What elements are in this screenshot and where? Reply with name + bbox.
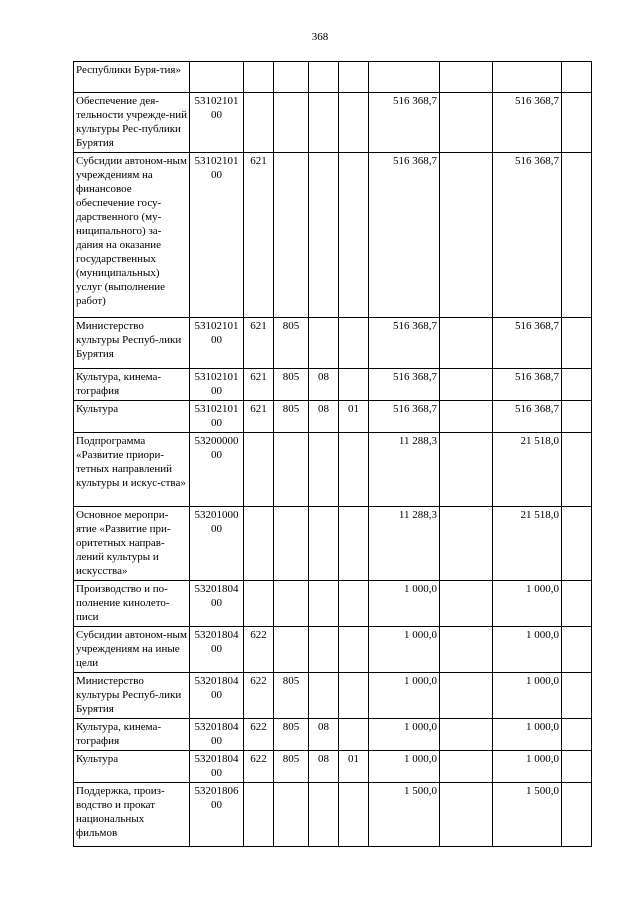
amount-cell-4: [562, 507, 592, 581]
subsection-code-cell: 01: [339, 751, 369, 783]
subsection-code-cell: 01: [339, 401, 369, 433]
amount-cell-1: 11 288,3: [369, 433, 440, 507]
expense-type-cell: [244, 93, 274, 153]
ministry-code-cell: [274, 62, 309, 93]
amount-cell-2: [440, 581, 493, 627]
subsection-code-cell: [339, 153, 369, 318]
amount-cell-3: 1 000,0: [493, 719, 562, 751]
section-code-cell: [309, 581, 339, 627]
target-article-code-part: 53102101: [194, 371, 239, 383]
target-article-code-cell: [190, 673, 244, 719]
target-article-code-cell: [190, 751, 244, 783]
table-row: [74, 62, 592, 93]
target-article-code-part: 53102101: [194, 95, 239, 107]
table-row: [74, 153, 592, 318]
amount-cell-3: 516 368,7: [493, 369, 562, 401]
amount-cell-2: [440, 433, 493, 507]
amount-cell-2: [440, 62, 493, 93]
target-article-code-part: 00: [211, 643, 222, 655]
table-row: [74, 433, 592, 507]
row-name-cell: Культура: [74, 401, 190, 433]
amount-cell-3: 516 368,7: [493, 153, 562, 318]
amount-cell-1: 1 000,0: [369, 719, 440, 751]
target-article-code-part: 53201804: [194, 583, 239, 595]
subsection-code-cell: [339, 62, 369, 93]
target-article-code-part: 00: [211, 799, 222, 811]
amount-cell-1: 516 368,7: [369, 318, 440, 369]
amount-cell-2: [440, 369, 493, 401]
ministry-code-cell: [274, 153, 309, 318]
amount-cell-4: [562, 719, 592, 751]
expense-type-cell: 622: [244, 751, 274, 783]
target-article-code-part: 53201804: [194, 629, 239, 641]
section-code-cell: [309, 783, 339, 847]
section-code-cell: [309, 153, 339, 318]
ministry-code-cell: 805: [274, 719, 309, 751]
amount-cell-1: 1 500,0: [369, 783, 440, 847]
page-number: 368: [311, 31, 329, 43]
expense-type-cell: [244, 507, 274, 581]
expense-type-cell: 622: [244, 627, 274, 673]
target-article-code-part: 53200000: [194, 435, 239, 447]
ministry-code-cell: [274, 507, 309, 581]
amount-cell-4: [562, 369, 592, 401]
target-article-code-part: 53201804: [194, 675, 239, 687]
amount-cell-1: 1 000,0: [369, 673, 440, 719]
target-article-code-cell: [190, 401, 244, 433]
table-row: [74, 719, 592, 751]
target-article-code-cell: [190, 369, 244, 401]
amount-cell-3: 1 000,0: [493, 581, 562, 627]
row-name-cell: Подпрограмма «Развитие приори-тетных направлений культуры и искус-ства»: [74, 433, 190, 507]
amount-cell-3: 1 000,0: [493, 751, 562, 783]
amount-cell-2: [440, 153, 493, 318]
target-article-code-cell: [190, 318, 244, 369]
budget-table: [73, 61, 592, 847]
amount-cell-3: 21 518,0: [493, 433, 562, 507]
ministry-code-cell: 805: [274, 318, 309, 369]
amount-cell-2: [440, 401, 493, 433]
target-article-code-cell: [190, 581, 244, 627]
target-article-code-cell: [190, 62, 244, 93]
ministry-code-cell: 805: [274, 401, 309, 433]
subsection-code-cell: [339, 318, 369, 369]
expense-type-cell: [244, 433, 274, 507]
amount-cell-1: 516 368,7: [369, 401, 440, 433]
target-article-code-part: 00: [211, 109, 222, 121]
amount-cell-2: [440, 93, 493, 153]
target-article-code-part: 00: [211, 523, 222, 535]
amount-cell-4: [562, 318, 592, 369]
row-name-cell: Производство и по-полнение кинолето-писи: [74, 581, 190, 627]
amount-cell-1: 516 368,7: [369, 153, 440, 318]
ministry-code-cell: [274, 433, 309, 507]
section-code-cell: 08: [309, 369, 339, 401]
amount-cell-3: 516 368,7: [493, 401, 562, 433]
row-name-cell: Министерство культуры Респуб-лики Бурятия: [74, 318, 190, 369]
expense-type-cell: [244, 62, 274, 93]
section-code-cell: 08: [309, 719, 339, 751]
ministry-code-cell: [274, 627, 309, 673]
amount-cell-4: [562, 751, 592, 783]
section-code-cell: [309, 433, 339, 507]
target-article-code-part: 00: [211, 767, 222, 779]
section-code-cell: [309, 673, 339, 719]
target-article-code-part: 00: [211, 385, 222, 397]
row-name-cell: Поддержка, произ-водство и прокат национальных фильмов: [74, 783, 190, 847]
amount-cell-2: [440, 783, 493, 847]
expense-type-cell: 621: [244, 153, 274, 318]
row-name-cell: Министерство культуры Респуб-лики Бурятия: [74, 673, 190, 719]
row-name-cell: Обеспечение дея-тельности учрежде-ний культуры Рес-публики Бурятия: [74, 93, 190, 153]
target-article-code-part: 00: [211, 169, 222, 181]
amount-cell-4: [562, 153, 592, 318]
amount-cell-4: [562, 93, 592, 153]
amount-cell-4: [562, 62, 592, 93]
ministry-code-cell: 805: [274, 369, 309, 401]
subsection-code-cell: [339, 433, 369, 507]
target-article-code-cell: [190, 719, 244, 751]
amount-cell-2: [440, 673, 493, 719]
amount-cell-4: [562, 581, 592, 627]
amount-cell-4: [562, 401, 592, 433]
row-name-cell: Культура: [74, 751, 190, 783]
section-code-cell: [309, 62, 339, 93]
section-code-cell: [309, 627, 339, 673]
amount-cell-2: [440, 719, 493, 751]
section-code-cell: [309, 318, 339, 369]
target-article-code-part: 53102101: [194, 320, 239, 332]
amount-cell-2: [440, 751, 493, 783]
expense-type-cell: 621: [244, 369, 274, 401]
target-article-code-part: 00: [211, 735, 222, 747]
row-name-cell: Республики Буря-тия»: [74, 62, 190, 93]
subsection-code-cell: [339, 93, 369, 153]
target-article-code-part: 53201806: [194, 785, 239, 797]
table-row: [74, 751, 592, 783]
table-body: [74, 62, 592, 847]
ministry-code-cell: 805: [274, 751, 309, 783]
amount-cell-2: [440, 627, 493, 673]
target-article-code-part: 53102101: [194, 403, 239, 415]
amount-cell-3: 516 368,7: [493, 93, 562, 153]
target-article-code-part: 53201804: [194, 753, 239, 765]
amount-cell-4: [562, 783, 592, 847]
amount-cell-3: 1 000,0: [493, 673, 562, 719]
amount-cell-1: 516 368,7: [369, 93, 440, 153]
amount-cell-4: [562, 433, 592, 507]
subsection-code-cell: [339, 719, 369, 751]
amount-cell-4: [562, 673, 592, 719]
row-name-cell: Культура, кинема-тография: [74, 369, 190, 401]
ministry-code-cell: [274, 783, 309, 847]
subsection-code-cell: [339, 581, 369, 627]
ministry-code-cell: [274, 93, 309, 153]
row-name-cell: Субсидии автоном-ным учреждениям на иные цели: [74, 627, 190, 673]
target-article-code-part: 00: [211, 334, 222, 346]
table-row: [74, 93, 592, 153]
target-article-code-part: 53102101: [194, 155, 239, 167]
amount-cell-1: 11 288,3: [369, 507, 440, 581]
expense-type-cell: [244, 581, 274, 627]
expense-type-cell: 622: [244, 719, 274, 751]
target-article-code-cell: [190, 507, 244, 581]
target-article-code-cell: [190, 627, 244, 673]
target-article-code-cell: [190, 93, 244, 153]
target-article-code-part: 00: [211, 689, 222, 701]
amount-cell-1: 1 000,0: [369, 581, 440, 627]
section-code-cell: 08: [309, 751, 339, 783]
target-article-code-part: 00: [211, 449, 222, 461]
target-article-code-part: 00: [211, 417, 222, 429]
amount-cell-2: [440, 318, 493, 369]
row-name-cell: Культура, кинема-тография: [74, 719, 190, 751]
row-name-cell: Субсидии автоном-ным учреждениям на финансовое обеспечение госу-дарственного (му-ниципального) за-дания на оказание государственных (муниципальных) услуг (выполнение работ): [74, 153, 190, 318]
amount-cell-3: 1 000,0: [493, 627, 562, 673]
table-row: [74, 369, 592, 401]
section-code-cell: 08: [309, 401, 339, 433]
amount-cell-3: 516 368,7: [493, 318, 562, 369]
section-code-cell: [309, 93, 339, 153]
table-row: [74, 401, 592, 433]
amount-cell-4: [562, 627, 592, 673]
amount-cell-1: [369, 62, 440, 93]
table-row: [74, 507, 592, 581]
amount-cell-1: 1 000,0: [369, 751, 440, 783]
table-row: [74, 581, 592, 627]
subsection-code-cell: [339, 627, 369, 673]
subsection-code-cell: [339, 369, 369, 401]
target-article-code-part: 53201000: [194, 509, 239, 521]
amount-cell-3: 21 518,0: [493, 507, 562, 581]
table-row: [74, 318, 592, 369]
table-row: [74, 673, 592, 719]
expense-type-cell: 621: [244, 318, 274, 369]
expense-type-cell: 622: [244, 673, 274, 719]
amount-cell-3: 1 500,0: [493, 783, 562, 847]
section-code-cell: [309, 507, 339, 581]
target-article-code-cell: [190, 153, 244, 318]
target-article-code-cell: [190, 433, 244, 507]
ministry-code-cell: [274, 581, 309, 627]
target-article-code-part: 00: [211, 597, 222, 609]
table-row: [74, 627, 592, 673]
amount-cell-1: 516 368,7: [369, 369, 440, 401]
expense-type-cell: [244, 783, 274, 847]
expense-type-cell: 621: [244, 401, 274, 433]
target-article-code-cell: [190, 783, 244, 847]
subsection-code-cell: [339, 673, 369, 719]
row-name-cell: Основное меропри-ятие «Развитие при-оритетных направ-лений культуры и искусства»: [74, 507, 190, 581]
amount-cell-2: [440, 507, 493, 581]
amount-cell-3: [493, 62, 562, 93]
subsection-code-cell: [339, 783, 369, 847]
subsection-code-cell: [339, 507, 369, 581]
amount-cell-1: 1 000,0: [369, 627, 440, 673]
target-article-code-part: 53201804: [194, 721, 239, 733]
table-row: [74, 783, 592, 847]
ministry-code-cell: 805: [274, 673, 309, 719]
